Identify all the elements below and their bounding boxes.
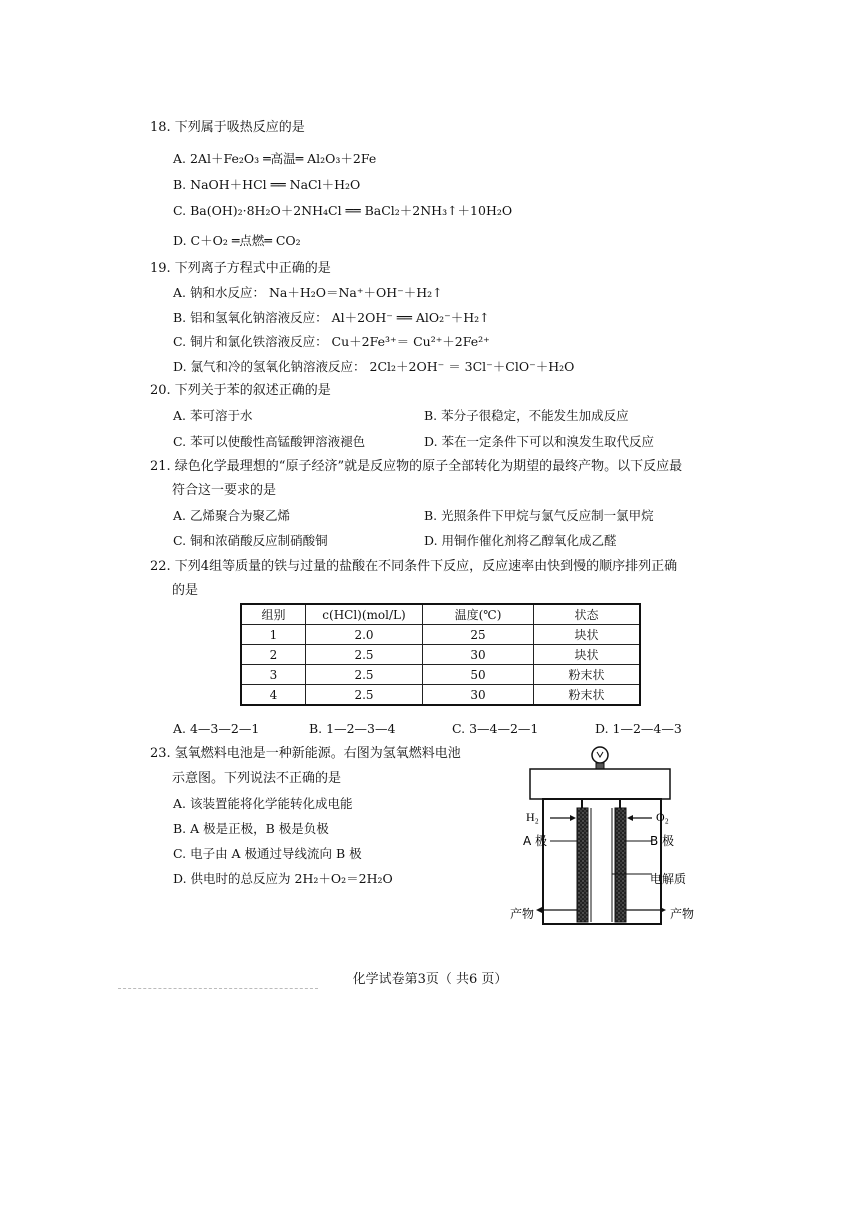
q23-option-d: D. 供电时的总反应为 2H₂＋O₂＝2H₂O	[173, 871, 393, 886]
scan-artifact-divider	[118, 988, 318, 990]
q23-option-b: B. A 极是正极，B 极是负极	[173, 821, 329, 836]
table-header-cell: 组别	[241, 604, 306, 625]
table-cell: 2.0	[306, 625, 423, 645]
product-outlet-right-arrow-icon	[626, 907, 666, 913]
q21-stem-line1: 21. 绿色化学最理想的“原子经济”就是反应物的原子全部转化为期望的最终产物。以下反应最	[150, 459, 683, 474]
q23-option-c: C. 电子由 A 极通过导线流向 B 极	[173, 846, 362, 861]
table-cell: 30	[423, 685, 534, 706]
q22-option-d: D. 1—2—4—3	[595, 721, 682, 736]
electrode-a	[577, 808, 588, 922]
table-cell: 2	[241, 645, 306, 665]
h2-inlet-arrow-icon	[550, 815, 576, 821]
table-cell: 3	[241, 665, 306, 685]
q21-option-a: A. 乙烯聚合为聚乙烯	[173, 508, 290, 523]
q22-option-a: A. 4—3—2—1	[173, 721, 260, 736]
table-header-cell: c(HCl)(mol/L)	[306, 604, 423, 625]
table-cell: 1	[241, 625, 306, 645]
product-left-label: 产物	[510, 907, 535, 921]
q22-option-c: C. 3—4—2—1	[452, 721, 539, 736]
h2-label: H₂	[526, 810, 539, 824]
b-pole-label: B 极	[650, 834, 675, 848]
electrode-b	[615, 808, 626, 922]
table-cell: 粉末状	[534, 665, 641, 685]
q23-stem-line1: 23. 氢氧燃料电池是一种新能源。右图为氢氧燃料电池	[150, 746, 461, 761]
q19-stem: 19. 下列离子方程式中正确的是	[150, 261, 331, 276]
table-row	[241, 685, 640, 706]
table-cell: 25	[423, 625, 534, 645]
q21-option-d: D. 用铜作催化剂将乙醇氧化成乙醛	[424, 533, 617, 548]
q22-stem-line1: 22. 下列4组等质量的铁与过量的盐酸在不同条件下反应，反应速率由快到慢的顺序排列正确	[150, 559, 678, 574]
q20-option-d: D. 苯在一定条件下可以和溴发生取代反应	[424, 434, 655, 449]
table-cell: 2.5	[306, 685, 423, 706]
q18-option-b: B. NaOH＋HCl ══ NaCl＋H₂O	[173, 177, 361, 192]
table-cell: 50	[423, 665, 534, 685]
q19-option-a: A. 钠和水反应： Na＋H₂O＝Na⁺＋OH⁻＋H₂↑	[173, 285, 443, 300]
table-cell: 块状	[534, 645, 641, 665]
electrolyte-label: 电解质	[650, 872, 687, 886]
table-cell: 粉末状	[534, 685, 641, 706]
external-circuit-wire	[530, 769, 670, 799]
rate-conditions-table	[240, 603, 641, 706]
table-header-row	[241, 604, 640, 625]
q20-stem: 20. 下列关于苯的叙述正确的是	[150, 383, 331, 398]
table-cell: 4	[241, 685, 306, 706]
q19-option-c: C. 铜片和氯化铁溶液反应： Cu＋2Fe³⁺＝ Cu²⁺＋2Fe²⁺	[173, 334, 490, 349]
q18-option-d: D. C＋O₂ ═点燃═ CO₂	[173, 233, 301, 248]
q18-option-c: C. Ba(OH)₂·8H₂O＋2NH₄Cl ══ BaCl₂＋2NH₃↑＋10H₂O	[173, 203, 513, 218]
table-row	[241, 645, 640, 665]
o2-label: O₂	[656, 810, 669, 824]
q21-option-c: C. 铜和浓硝酸反应制硝酸铜	[173, 533, 328, 548]
table-cell: 块状	[534, 625, 641, 645]
table-row	[241, 625, 640, 645]
q20-option-b: B. 苯分子很稳定，不能发生加成反应	[424, 408, 629, 423]
q18-stem: 18. 下列属于吸热反应的是	[150, 120, 305, 135]
q18-option-a: A. 2Al＋Fe₂O₃ ═高温═ Al₂O₃＋2Fe	[173, 151, 377, 166]
q20-option-a: A. 苯可溶于水	[173, 408, 253, 423]
table-cell: 30	[423, 645, 534, 665]
o2-inlet-arrow-icon	[627, 815, 652, 821]
q22-option-b: B. 1—2—3—4	[309, 721, 396, 736]
q20-option-c: C. 苯可以使酸性高锰酸钾溶液褪色	[173, 434, 366, 449]
q19-option-b: B. 铝和氢氧化钠溶液反应： Al＋2OH⁻ ══ AlO₂⁻＋H₂↑	[173, 310, 490, 325]
table-row	[241, 665, 640, 685]
table-header-cell: 状态	[534, 604, 641, 625]
q23-stem-line2: 示意图。下列说法不正确的是	[172, 771, 342, 786]
table-cell: 2.5	[306, 645, 423, 665]
table-header-cell: 温度(℃)	[423, 604, 534, 625]
q21-option-b: B. 光照条件下甲烷与氯气反应制一氯甲烷	[424, 508, 654, 523]
q23-option-a: A. 该装置能将化学能转化成电能	[173, 796, 353, 811]
page-footer: 化学试卷第3页（ 共6 页）	[352, 972, 508, 987]
product-right-label: 产物	[670, 907, 695, 921]
a-pole-label: A 极	[523, 834, 548, 848]
light-bulb-icon	[592, 747, 608, 769]
table-cell: 2.5	[306, 665, 423, 685]
q19-option-d: D. 氯气和冷的氢氧化钠溶液反应： 2Cl₂＋2OH⁻ ＝ 3Cl⁻＋ClO⁻＋H₂O	[173, 359, 575, 374]
fuel-cell-diagram	[490, 740, 720, 930]
q22-stem-line2: 的是	[172, 583, 199, 598]
q21-stem-line2: 符合这一要求的是	[172, 483, 277, 498]
